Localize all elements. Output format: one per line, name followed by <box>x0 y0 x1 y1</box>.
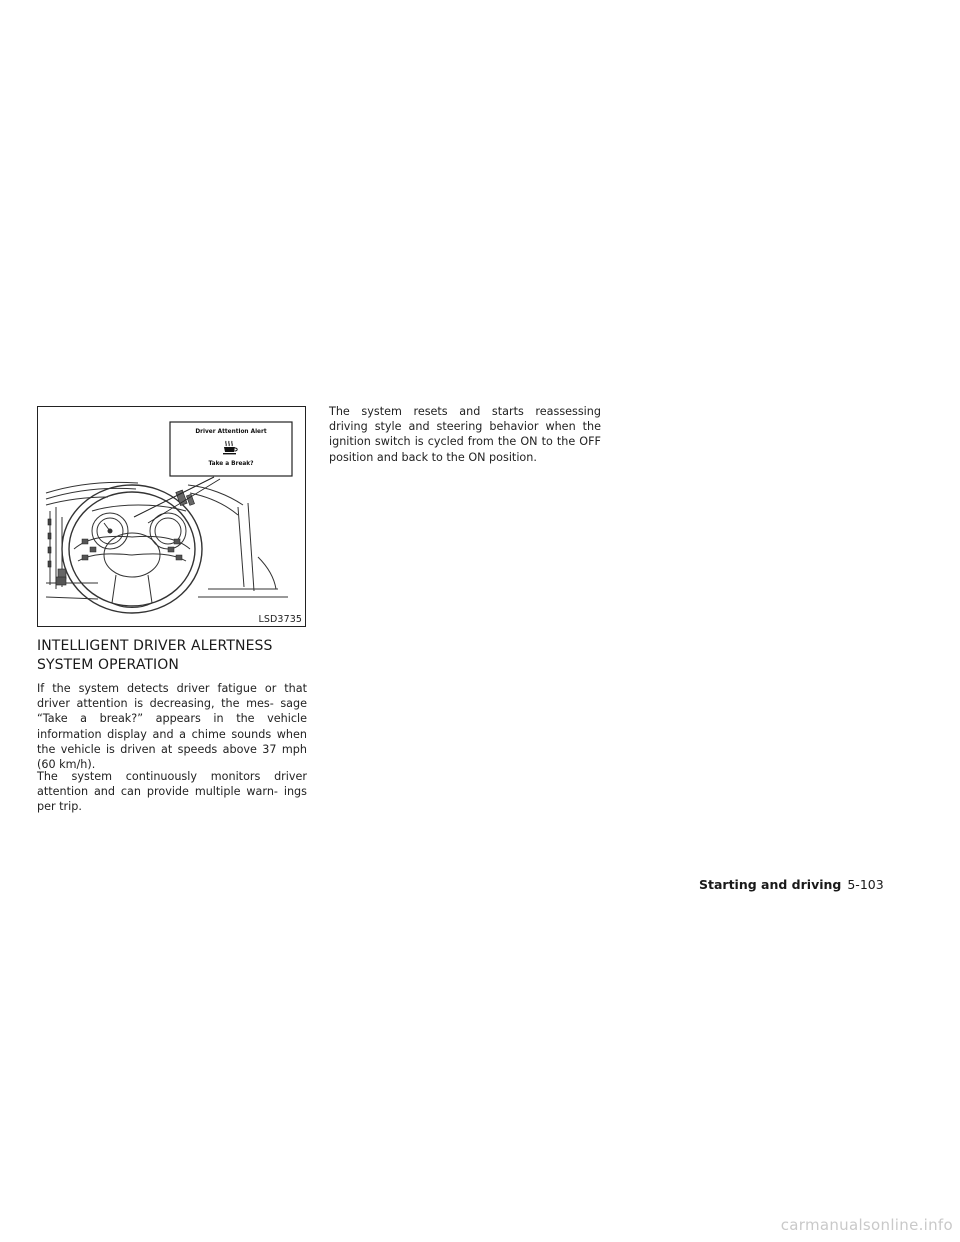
page-footer <box>699 877 919 893</box>
display-message: Take a Break? <box>208 461 254 467</box>
paragraph-fatigue-detection: If the system detects driver fatigue or that driver attention is decreasing, the mes- sage “Take a break?” appears in the vehicle information display and a chime sounds when the vehicle is driven at speeds above 37 mph (60 km/h). <box>37 682 307 772</box>
section-heading <box>37 637 309 675</box>
paragraph-system-reset: The system resets and starts reassessing driving style and steering behavior when the ignition switch is cycled from the ON to the OFF position and back to the ON position. <box>329 405 601 464</box>
dashboard-illustration <box>38 407 306 627</box>
heading-line-1: INTELLIGENT DRIVER ALERTNESS <box>37 638 273 654</box>
footer-section-name: Starting and driving <box>699 877 842 892</box>
display-title: Driver Attention Alert <box>195 429 267 435</box>
page-number: 5-103 <box>847 877 884 892</box>
illustration-figure <box>37 406 306 627</box>
coffee-cup-icon <box>220 440 240 456</box>
heading-line-2: SYSTEM OPERATION <box>37 657 179 673</box>
watermark: carmanualsonline.info <box>780 1216 953 1234</box>
figure-code: LSD3735 <box>258 614 302 625</box>
paragraph-continuous-monitoring: The system continuously monitors driver attention and can provide multiple warn- ings per trip. <box>37 770 307 814</box>
